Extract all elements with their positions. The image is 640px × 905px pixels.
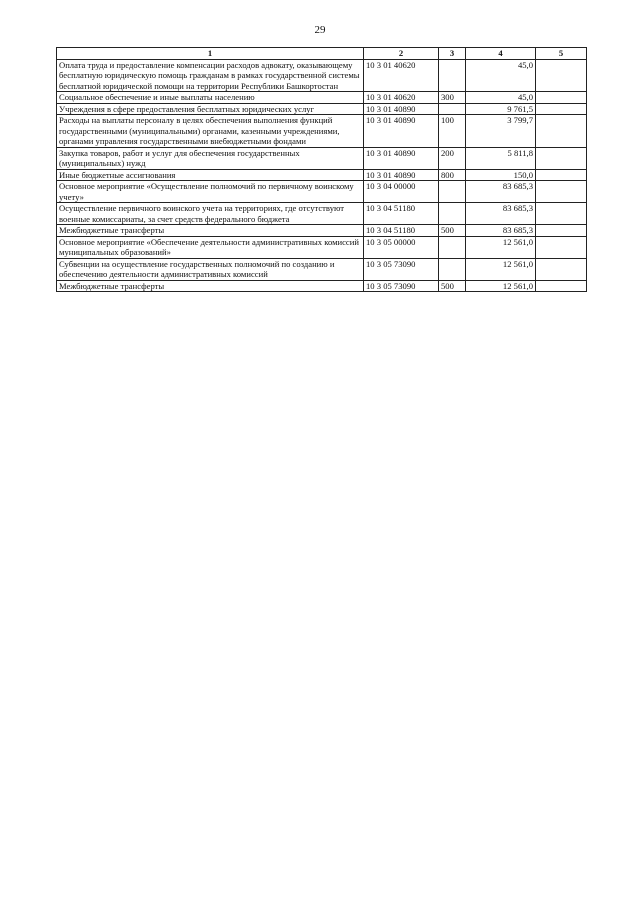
cell-extra	[536, 258, 587, 280]
cell-name: Иные бюджетные ассигнования	[57, 169, 364, 181]
cell-type	[439, 181, 466, 203]
cell-amount: 45,0	[466, 59, 536, 92]
cell-amount: 5 811,8	[466, 147, 536, 169]
budget-table	[56, 47, 587, 292]
table-row	[57, 181, 587, 203]
cell-code: 10 3 05 73090	[364, 280, 439, 292]
cell-amount: 12 561,0	[466, 236, 536, 258]
cell-name: Межбюджетные трансферты	[57, 280, 364, 292]
cell-extra	[536, 280, 587, 292]
cell-code: 10 3 04 00000	[364, 181, 439, 203]
cell-name: Осуществление первичного воинского учета на территориях, где отсутствуют военные комиссариаты, за счет средств федерального бюджета	[57, 203, 364, 225]
cell-name: Субвенции на осуществление государственных полномочий по созданию и обеспечению деятельности административных комиссий	[57, 258, 364, 280]
cell-code: 10 3 01 40890	[364, 169, 439, 181]
cell-amount: 45,0	[466, 92, 536, 104]
cell-extra	[536, 169, 587, 181]
cell-amount: 83 685,3	[466, 181, 536, 203]
cell-extra	[536, 92, 587, 104]
table-row	[57, 103, 587, 115]
column-header-3: 3	[439, 48, 466, 60]
cell-amount: 83 685,3	[466, 225, 536, 237]
cell-extra	[536, 147, 587, 169]
cell-extra	[536, 225, 587, 237]
cell-type: 800	[439, 169, 466, 181]
cell-amount: 12 561,0	[466, 258, 536, 280]
cell-extra	[536, 236, 587, 258]
cell-type: 200	[439, 147, 466, 169]
table-row	[57, 225, 587, 237]
table-row	[57, 280, 587, 292]
table-header-row	[57, 48, 587, 60]
cell-type: 500	[439, 225, 466, 237]
page-number: 29	[314, 24, 326, 36]
cell-type	[439, 203, 466, 225]
cell-type: 300	[439, 92, 466, 104]
cell-name: Расходы на выплаты персоналу в целях обеспечения выполнения функций государственными (муниципальными) органами, казенными учреждениями, органами управления государственными внебюджетными фондами	[57, 115, 364, 148]
cell-extra	[536, 181, 587, 203]
cell-name: Межбюджетные трансферты	[57, 225, 364, 237]
cell-name: Основное мероприятие «Обеспечение деятельности административных комиссий муниципальных образований»	[57, 236, 364, 258]
cell-extra	[536, 115, 587, 148]
table-row	[57, 169, 587, 181]
cell-amount: 3 799,7	[466, 115, 536, 148]
table-row	[57, 59, 587, 92]
cell-type	[439, 236, 466, 258]
cell-type	[439, 103, 466, 115]
cell-type	[439, 258, 466, 280]
cell-name: Основное мероприятие «Осуществление полномочий по первичному воинскому учету»	[57, 181, 364, 203]
cell-extra	[536, 103, 587, 115]
cell-type: 500	[439, 280, 466, 292]
cell-code: 10 3 05 73090	[364, 258, 439, 280]
cell-amount: 12 561,0	[466, 280, 536, 292]
cell-code: 10 3 01 40890	[364, 147, 439, 169]
cell-name: Социальное обеспечение и иные выплаты населению	[57, 92, 364, 104]
cell-type	[439, 59, 466, 92]
cell-code: 10 3 01 40890	[364, 103, 439, 115]
cell-code: 10 3 01 40620	[364, 92, 439, 104]
table-row	[57, 92, 587, 104]
cell-amount: 150,0	[466, 169, 536, 181]
table-row	[57, 236, 587, 258]
cell-code: 10 3 04 51180	[364, 225, 439, 237]
cell-amount: 9 761,5	[466, 103, 536, 115]
table-row	[57, 115, 587, 148]
column-header-1: 1	[57, 48, 364, 60]
table-row	[57, 258, 587, 280]
cell-name: Закупка товаров, работ и услуг для обеспечения государственных (муниципальных) нужд	[57, 147, 364, 169]
cell-amount: 83 685,3	[466, 203, 536, 225]
cell-extra	[536, 203, 587, 225]
cell-code: 10 3 01 40890	[364, 115, 439, 148]
column-header-5: 5	[536, 48, 587, 60]
table-row	[57, 147, 587, 169]
table-row	[57, 203, 587, 225]
cell-code: 10 3 05 00000	[364, 236, 439, 258]
cell-type: 100	[439, 115, 466, 148]
column-header-4: 4	[466, 48, 536, 60]
cell-name: Учреждения в сфере предоставления бесплатных юридических услуг	[57, 103, 364, 115]
column-header-2: 2	[364, 48, 439, 60]
cell-code: 10 3 01 40620	[364, 59, 439, 92]
cell-extra	[536, 59, 587, 92]
cell-name: Оплата труда и предоставление компенсации расходов адвокату, оказывающему бесплатную юридическую помощь гражданам в рамках государственной системы бесплатной юридической помощи на территории Республики Башкортостан	[57, 59, 364, 92]
cell-code: 10 3 04 51180	[364, 203, 439, 225]
